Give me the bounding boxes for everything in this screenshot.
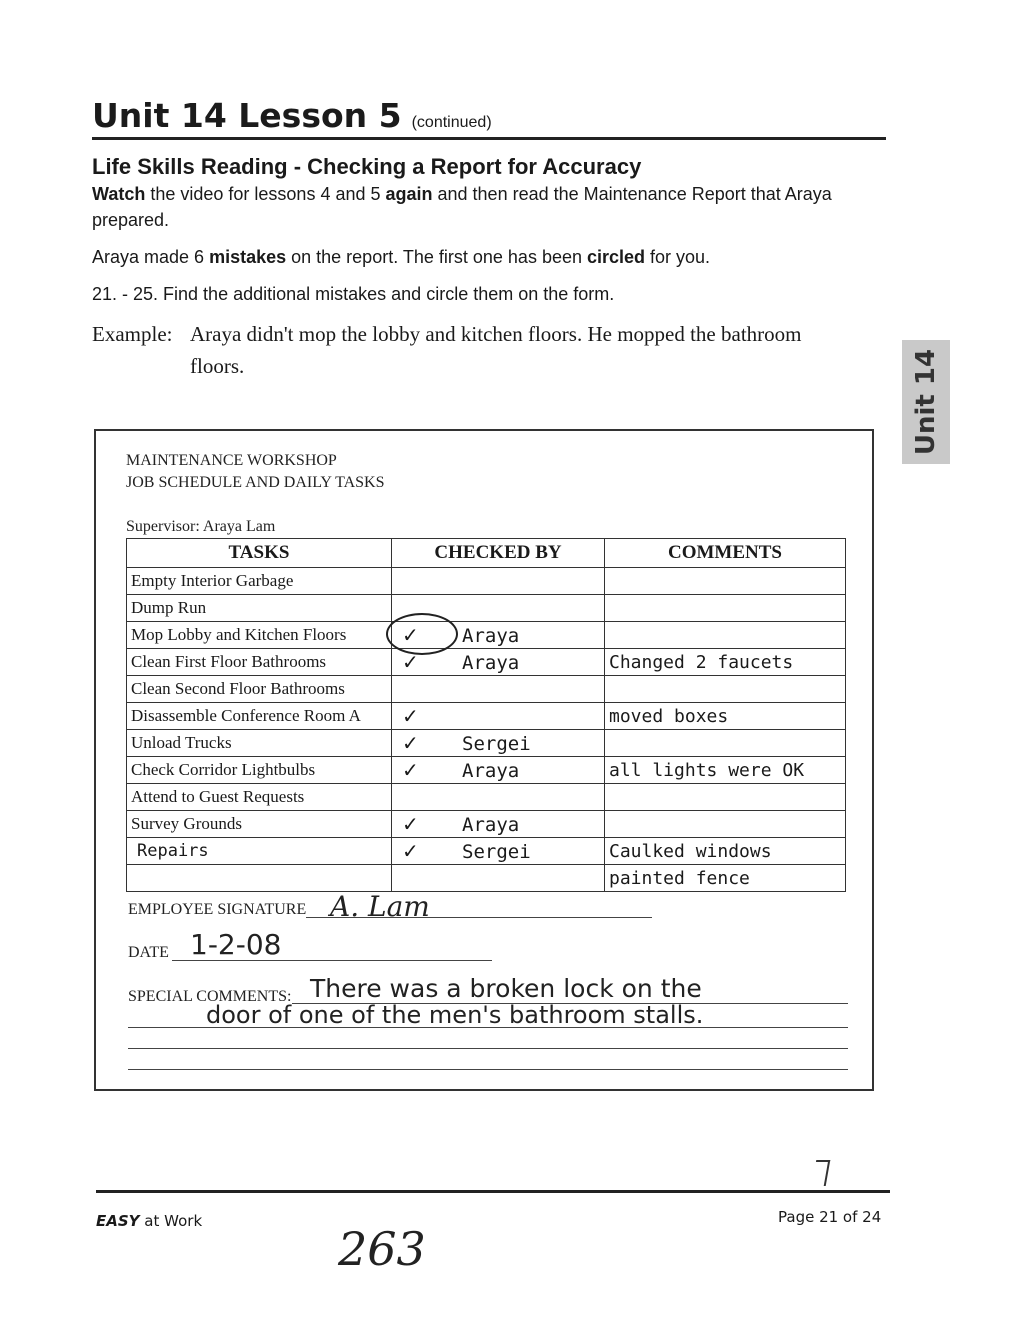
comment-cell	[605, 595, 846, 622]
task-cell: Empty Interior Garbage	[127, 568, 392, 595]
checked-by-cell	[392, 703, 605, 730]
table-row	[127, 622, 846, 649]
task-cell: Clean Second Floor Bathrooms	[127, 676, 392, 703]
instructions-watch: Watch	[92, 184, 146, 204]
column-header-checked-by: CHECKED BY	[392, 539, 605, 568]
instructions-p2c: for you.	[645, 247, 711, 267]
instructions-mistakes: mistakes	[209, 247, 287, 267]
checked-by-cell	[392, 568, 605, 595]
instructions-again: again	[385, 184, 433, 204]
check-mark-icon: ✓	[402, 731, 419, 755]
checked-by-cell	[392, 730, 605, 757]
check-mark-icon: ✓	[402, 812, 419, 836]
comment-cell: all lights were OK	[605, 757, 846, 784]
form-title-2: JOB SCHEDULE AND DAILY TASKS	[126, 474, 385, 491]
table-row	[127, 811, 846, 838]
form-title-1: MAINTENANCE WORKSHOP	[126, 452, 337, 469]
page-title-text: Unit 14 Lesson 5	[92, 96, 402, 135]
section-subtitle: Life Skills Reading - Checking a Report for Accuracy	[92, 154, 642, 179]
check-mark-icon: ✓	[402, 650, 419, 674]
table-row	[127, 730, 846, 757]
checked-by-name: Sergei	[462, 841, 531, 863]
mistake-circle	[386, 613, 458, 655]
check-mark-icon: ✓	[402, 839, 419, 863]
special-comments-line-3	[128, 1048, 848, 1049]
comment-cell	[605, 568, 846, 595]
signature-label: EMPLOYEE SIGNATURE	[128, 901, 307, 918]
checked-by-name: Araya	[462, 814, 520, 836]
comment-cell	[605, 784, 846, 811]
example-line-1: Araya didn't mop the lobby and kitchen floors. He mopped the bathroom	[190, 322, 802, 346]
table-row	[127, 649, 846, 676]
checked-by-name: Araya	[462, 625, 520, 647]
corner-mark	[812, 1160, 831, 1186]
special-comments-text-1: There was a broken lock on the	[310, 974, 702, 1003]
task-cell: Check Corridor Lightbulbs	[127, 757, 392, 784]
comment-cell	[605, 622, 846, 649]
task-cell: Mop Lobby and Kitchen Floors	[127, 622, 392, 649]
comment-cell	[605, 811, 846, 838]
task-cell: Dump Run	[127, 595, 392, 622]
special-comments-line-4	[128, 1069, 848, 1070]
table-row	[127, 703, 846, 730]
table-row	[127, 676, 846, 703]
column-header-tasks: TASKS	[127, 539, 392, 568]
task-cell: Disassemble Conference Room A	[127, 703, 392, 730]
instructions-circled: circled	[586, 247, 646, 267]
table-header-row	[127, 539, 846, 568]
table-row	[127, 595, 846, 622]
task-cell: Clean First Floor Bathrooms	[127, 649, 392, 676]
example-line-2: floors.	[190, 354, 245, 378]
signature-value: A. Lam	[330, 890, 430, 923]
comment-cell: painted fence	[605, 865, 846, 892]
date-value: 1-2-08	[190, 928, 282, 961]
checked-by-cell	[392, 838, 605, 865]
instructions-paragraph-3: 21. - 25. Find the additional mistakes and circle them on the form.	[92, 284, 615, 304]
checked-by-name: Araya	[462, 760, 520, 782]
table-row	[127, 838, 846, 865]
instructions-paragraph-2	[92, 244, 852, 270]
unit-side-tab-label: Unit 14	[911, 348, 941, 456]
handwritten-page-number: 263	[338, 1222, 426, 1276]
header-rule	[92, 137, 886, 140]
tasks-table	[126, 538, 846, 892]
task-cell: Repairs	[127, 838, 392, 865]
comment-cell: moved boxes	[605, 703, 846, 730]
task-cell: Unload Trucks	[127, 730, 392, 757]
comment-cell: Caulked windows	[605, 838, 846, 865]
instructions-p2a: Araya made 6	[92, 247, 210, 267]
checked-by-cell	[392, 784, 605, 811]
task-cell: Survey Grounds	[127, 811, 392, 838]
instructions-p1a: the video for lessons 4 and 5	[145, 184, 386, 204]
checked-by-name: Araya	[462, 652, 520, 674]
check-mark-icon: ✓	[402, 758, 419, 782]
footer-page-label: Page 21 of 24	[778, 1208, 882, 1226]
special-comments-text-2: door of one of the men's bathroom stalls.	[206, 1001, 704, 1029]
instructions-p2b: on the report. The first one has been	[286, 247, 587, 267]
checked-by-cell	[392, 811, 605, 838]
unit-side-tab	[902, 340, 950, 464]
instructions-p1b: and then read the Maintenance Report that Araya prepared.	[92, 184, 832, 230]
footer-rule	[96, 1190, 890, 1193]
check-mark-icon: ✓	[402, 623, 419, 647]
table-row	[127, 784, 846, 811]
check-mark-icon: ✓	[402, 704, 419, 728]
footer-brand	[96, 1212, 202, 1230]
table-row	[127, 865, 846, 892]
date-label: DATE	[128, 944, 169, 961]
table-row	[127, 757, 846, 784]
continued-label: (continued)	[411, 114, 492, 131]
checked-by-cell	[392, 865, 605, 892]
task-cell: Attend to Guest Requests	[127, 784, 392, 811]
example-label: Example:	[92, 322, 173, 346]
checked-by-cell	[392, 676, 605, 703]
special-comments-label: SPECIAL COMMENTS:	[128, 988, 292, 1005]
page-title	[92, 96, 492, 135]
comment-cell: Changed 2 faucets	[605, 649, 846, 676]
checked-by-name: Sergei	[462, 733, 531, 755]
column-header-comments: COMMENTS	[605, 539, 846, 568]
example-block	[92, 318, 882, 382]
table-row	[127, 568, 846, 595]
instructions-paragraph-1	[92, 181, 852, 233]
supervisor-label: Supervisor: Araya Lam	[126, 518, 276, 535]
comment-cell	[605, 676, 846, 703]
task-cell	[127, 865, 392, 892]
footer-brand-rest: at Work	[139, 1212, 203, 1230]
comment-cell	[605, 730, 846, 757]
footer-brand-bold: EASY	[96, 1212, 140, 1230]
checked-by-cell	[392, 757, 605, 784]
